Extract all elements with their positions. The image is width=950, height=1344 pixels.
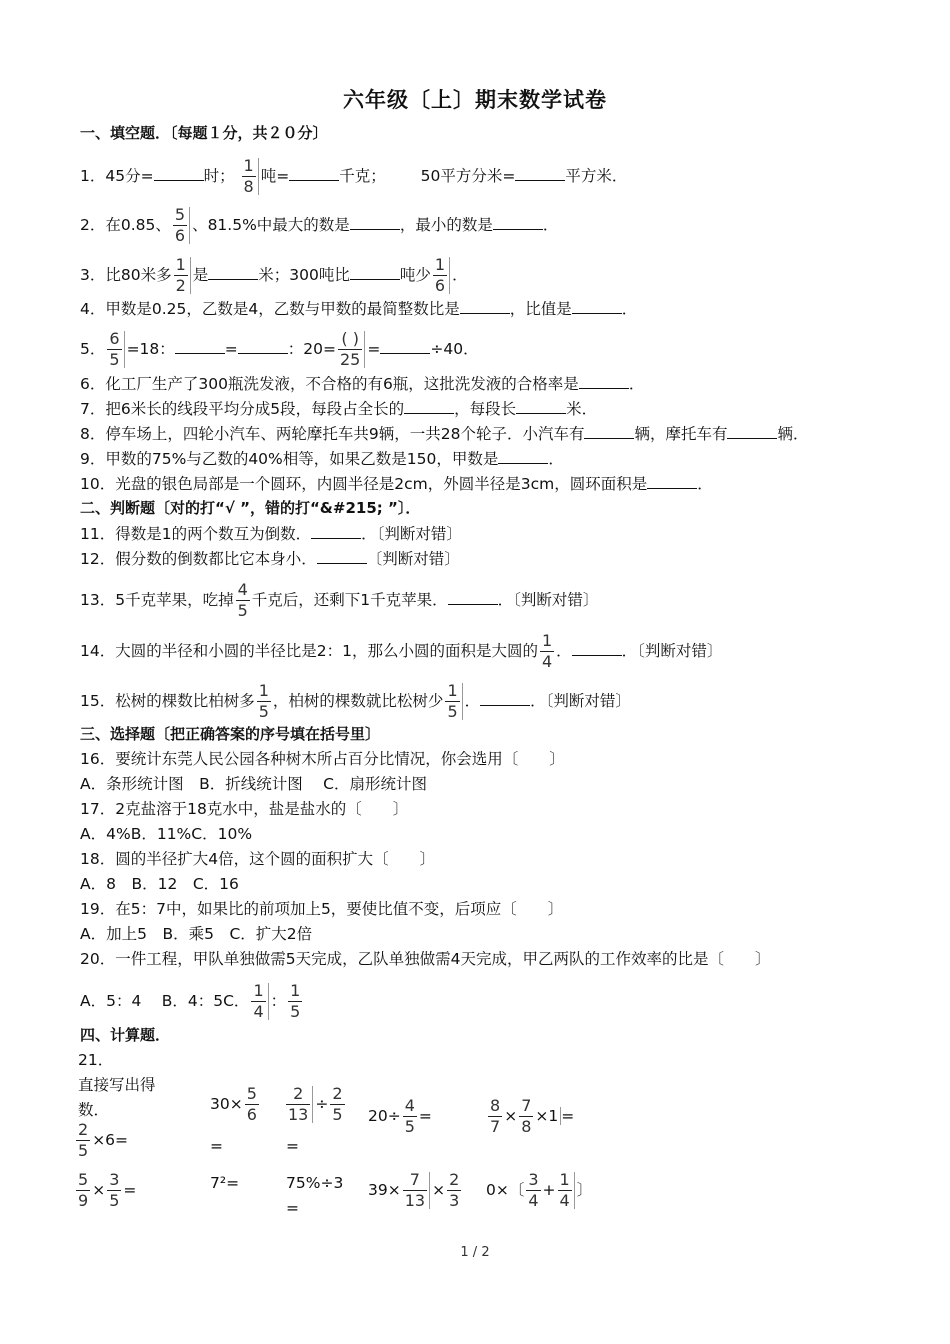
calc-item-7: 7²= [210,1174,240,1192]
fraction-2-5: $\frac{2}{5}$ [78,1120,89,1160]
fraction-8-7: $\frac{8}{7}$ [490,1096,501,1136]
question-16: 16．要统计东莞人民公园各种树木所占百分比情况，你会选用〔 〕 [80,750,565,768]
question-20-options: A．5：4 B．4：5C． $\frac{1}{4}$ ： $\frac{1}{5}$ [80,981,301,1021]
answer-blank [727,422,777,439]
question-17-options: A．4%B．11%C．10% [80,825,253,843]
question-8: 8．停车场上，四轮小汽车、两轮摩托车共9辆，一共28个轮子．小汽车有 辆，摩托车有 辆． [80,422,808,445]
fraction-7-8: $\frac{7}{8}$ [521,1096,532,1136]
section-fill-in: 一、填空题．〔每题１分，共２０分〕 [80,124,328,142]
answer-blank [311,522,361,539]
question-19: 19．在5：7中，如果比的前项加上5，要使比值不变，后项应〔 〕 [80,900,564,918]
question-15: 15．松树的棵数比柏树多 $\frac{1}{5}$ ，柏树的棵数就比松树少 $\frac{1}{5}$ ． ．〔判断对错〕 [80,681,631,721]
answer-blank [460,297,510,314]
answer-blank [289,164,339,181]
fraction-5-6: $\frac{5}{6}$ [246,1084,257,1124]
page-number: 1 / 2 [460,1245,490,1260]
answer-blank [480,689,530,706]
fraction-2-3: $\frac{2}{3}$ [449,1170,460,1210]
calc-item-2: 30× $\frac{5}{6}$ [210,1084,257,1124]
fraction-3-4: $\frac{3}{4}$ [528,1170,539,1210]
calc-item-3-equals: = [286,1137,299,1155]
calc-item-2-equals: = [210,1137,223,1155]
question-7: 7．把6米长的线段平均分成5段，每段占全长的 ，每段长 米． [80,397,597,420]
question-14: 14．大圆的半径和小圆的半径比是2：1，那么小圆的面积是大圆的 $\frac{1}{4}$ ． ．〔判断对错〕 [80,631,723,671]
fraction-1-4: $\frac{1}{4}$ [558,1172,575,1209]
fraction-1-8: $\frac{1}{8}$ [242,158,259,195]
answer-blank [498,447,548,464]
section-multiple-choice: 三、选择题〔把正确答案的序号填在括号里〕 [80,725,381,743]
calc-item-5: $\frac{8}{7}$ × $\frac{7}{8}$ ×1 = [490,1096,575,1136]
calc-item-10: 0×〔 $\frac{3}{4}$ + $\frac{1}{4}$ 〕 [486,1170,593,1210]
question-1: 1．45分= 时； $\frac{1}{8}$ 吨= 千克； 50平方分米= 平方米． [80,156,628,196]
question-18: 18．圆的半径扩大4倍，这个圆的面积扩大〔 〕 [80,850,436,868]
question-20: 20．一件工程，甲队单独做需5天完成，乙队单独做需4天完成，甲乙两队的工作效率的比是〔 〕 [80,950,771,968]
question-10: 10．光盘的银色局部是一个圆环，内圆半径是2cm，外圆半径是3cm，圆环面积是 ． [80,472,713,495]
question-21-label-cont: 数． [78,1101,110,1119]
calc-item-8: 75%÷3 [286,1174,344,1192]
question-11: 11．得数是1的两个数互为倒数． ．〔判断对错〕 [80,522,462,545]
question-16-options: A．条形统计图 B．折线统计图 C．扇形统计图 [80,775,427,793]
answer-blank [579,372,629,389]
fraction-2-5: $\frac{2}{5}$ [332,1084,343,1124]
question-13: 13．5千克苹果，吃掉 $\frac{4}{5}$ 千克后，还剩下1千克苹果． ．〔判断对错〕 [80,580,599,620]
question-12: 12．假分数的倒数都比它本身小． 〔判断对错〕 [80,547,460,570]
question-5: 5． $\frac{6}{5}$ =18： = ：20= $\frac{( )}{25}$ = ÷40． [80,329,479,369]
question-4: 4．甲数是0.25，乙数是4，乙数与甲数的最简整数比是 ，比值是 ． [80,297,637,320]
calc-item-9: 39× $\frac{7}{13}$ × $\frac{2}{3}$ [368,1170,460,1210]
question-2: 2．在0.85、 $\frac{5}{6}$ 、81.5%中最大的数是 ，最小的数是 ． [80,205,559,245]
answer-blank [493,213,543,230]
answer-blank [516,397,566,414]
fraction-1-5: $\frac{1}{5}$ [290,981,301,1021]
calc-item-1: $\frac{2}{5}$ ×6= [78,1120,129,1160]
fraction-6-5: $\frac{6}{5}$ [107,331,124,368]
fraction-blank-25: $\frac{( )}{25}$ [338,331,365,368]
page-title: 六年级〔上〕期末数学试卷 [343,88,607,112]
answer-blank [584,422,634,439]
question-6: 6．化工厂生产了300瓶洗发液，不合格的有6瓶，这批洗发液的合格率是 ． [80,372,644,395]
fraction-3-5: $\frac{3}{5}$ [109,1170,120,1210]
fraction-2-13: $\frac{2}{13}$ [286,1086,313,1123]
answer-blank [238,337,288,354]
fraction-1-2: $\frac{1}{2}$ [174,257,191,294]
answer-blank [154,164,204,181]
section-true-false: 二、判断题〔对的打“√ ”，错的打“&#215; ”〕． [80,499,421,517]
question-18-options: A．8 B．12 C．16 [80,875,239,893]
question-17: 17．2克盐溶于18克水中，盐是盐水的〔 〕 [80,800,409,818]
question-21-label: 直接写出得 [78,1076,156,1094]
answer-blank [448,588,498,605]
fraction-1-5: $\frac{1}{5}$ [258,681,269,721]
answer-blank [572,297,622,314]
question-21-number: 21． [78,1051,114,1069]
fraction-5-9: $\frac{5}{9}$ [78,1170,89,1210]
answer-blank [208,263,258,280]
answer-blank [515,164,565,181]
fraction-5-6: $\frac{5}{6}$ [173,207,190,244]
fraction-1-6: $\frac{1}{6}$ [433,257,450,294]
answer-blank [350,263,400,280]
answer-blank [647,472,697,489]
answer-blank [572,639,622,656]
answer-blank [404,397,454,414]
calc-item-6: $\frac{5}{9}$ × $\frac{3}{5}$ = [78,1170,137,1210]
fraction-1-4: $\frac{1}{4}$ [251,983,268,1020]
answer-blank [350,213,400,230]
answer-blank [317,547,367,564]
calc-item-3: $\frac{2}{13}$ ÷ $\frac{2}{5}$ [288,1084,343,1124]
calc-item-8-equals: = [286,1199,299,1217]
answer-blank [380,337,430,354]
fraction-4-5: $\frac{4}{5}$ [237,580,248,620]
question-9: 9．甲数的75%与乙数的40%相等，如果乙数是150，甲数是 ． [80,447,564,470]
question-3: 3．比80米多 $\frac{1}{2}$ 是 米；300吨比 吨少 $\frac{1}{6}$ ． [80,255,468,295]
fraction-1-4: $\frac{1}{4}$ [541,631,553,671]
question-19-options: A．加上5 B．乘5 C．扩大2倍 [80,925,313,943]
fraction-7-13: $\frac{7}{13}$ [403,1172,430,1209]
fraction-1-5: $\frac{1}{5}$ [445,683,462,720]
answer-blank [175,337,225,354]
calc-item-4: 20÷ $\frac{4}{5}$ = [368,1096,432,1136]
section-calculation: 四、计算题． [80,1026,171,1044]
fraction-4-5: $\frac{4}{5}$ [404,1096,415,1136]
